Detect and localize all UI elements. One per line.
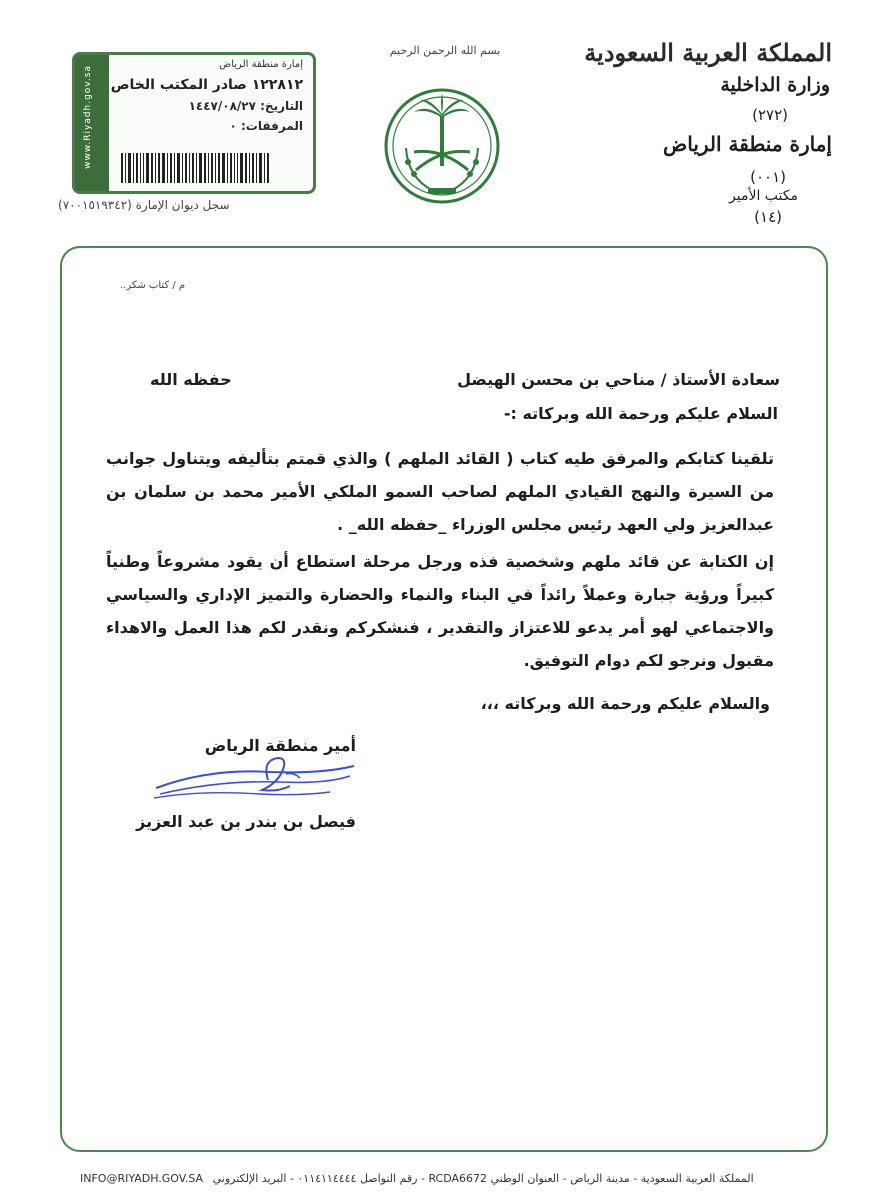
signature-icon — [150, 750, 360, 806]
footer-email: INFO@RIYADH.GOV.SA — [80, 1172, 204, 1185]
emirate-heading: إمارة منطقة الرياض — [663, 132, 832, 156]
closing: والسلام عليكم ورحمة الله وبركاته ،،، — [480, 694, 770, 713]
stamp-website: www.Riyadh.gov.sa — [83, 65, 93, 169]
paragraph-2: إن الكتابة عن قائد ملهم وشخصية فذه ورجل مرحلة استطاع أن يقود مشروعاً وطنياً كبيراً ورؤية جبارة وعملاً رائداً في البناء والنماء والحضارة والتميز الإداري والسياسي والاجتماعي لهو أمر يدعو للاعتزاز والتقدير ، فنشكركم ونقدر لكم هذا العمل والاهداء مقبول ونرجو لكم دوام التوفيق. — [106, 552, 774, 670]
stamp-side-tab — [75, 55, 109, 191]
ministry-heading: وزارة الداخلية — [720, 74, 830, 96]
basmala: بسم الله الرحمن الرحيم — [389, 44, 501, 57]
office-heading: مكتب الأمير — [729, 188, 798, 204]
stamp-date: التاريخ: ١٤٤٧/٠٨/٢٧ — [188, 99, 303, 113]
signatory-title: أمير منطقة الرياض — [204, 736, 356, 755]
footer-address: المملكة العربية السعودية - مدينة الرياض - العنوان الوطني RCDA6672 - رقم التواصل ٠١١٤١١٤٤٤٤ - البريد الإلكتروني — [212, 1172, 754, 1185]
barcode — [121, 153, 301, 183]
saudi-emblem-icon — [380, 78, 504, 214]
registry-number: سجل ديوان الإمارة (٧٠٠١٥١٩٣٤٢) — [58, 198, 230, 212]
footer — [80, 1172, 800, 1185]
signatory-name: فيصل بن بندر بن عبد العزيز — [136, 812, 356, 831]
greeting: السلام عليكم ورحمة الله وبركاته :- — [503, 404, 778, 423]
ministry-number: (٢٧٢) — [752, 106, 788, 124]
stamp-number: ١٢٢٨١٢ صادر المكتب الخاص — [110, 77, 303, 93]
stamp-title: إمارة منطقة الرياض — [219, 59, 303, 70]
office-number: (١٤) — [754, 208, 782, 226]
stamp-attachments: المرفقات: ٠ — [229, 119, 303, 133]
addressee: سعادة الأستاذ / مناحي بن محسن الهيضل — [457, 370, 780, 389]
honorific: حفظه الله — [150, 370, 232, 389]
paragraph-1: تلقينا كتابكم والمرفق طيه كتاب ( القائد الملهم ) والذي قمتم بتأليفه ويتناول جوانب من السيرة والنهج القيادي الملهم لصاحب السمو الملكي الأمير محمد بن سلمان بن عبدالعزيز ولي العهد رئيس مجلس الوزراء _حفظه الله_ . — [106, 449, 774, 534]
letter-reference: م / كتاب شكر.. — [120, 280, 186, 291]
outgoing-stamp — [72, 52, 316, 194]
kingdom-heading: المملكة العربية السعودية — [584, 38, 832, 67]
emirate-number: (٠٠١) — [750, 168, 786, 186]
